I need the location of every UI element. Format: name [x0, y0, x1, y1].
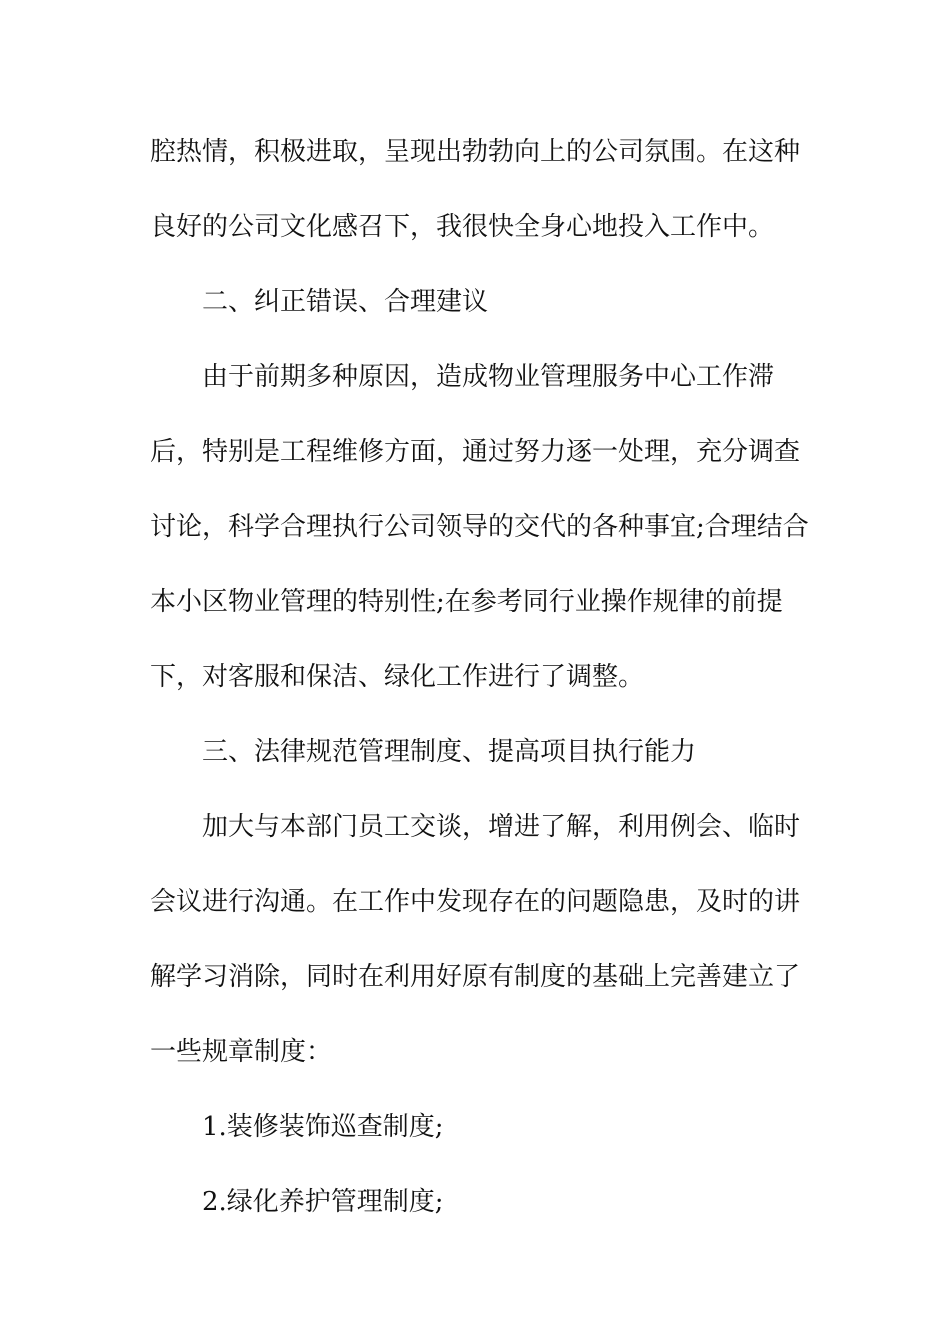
body-text-line: 讨论，科学合理执行公司领导的交代的各种事宜;合理结合	[150, 512, 809, 542]
body-text-line: 加大与本部门员工交谈，增进了解，利用例会、临时	[202, 812, 801, 842]
section-heading: 二、纠正错误、合理建议	[202, 287, 489, 317]
body-text-line: 腔热情，积极进取，呈现出勃勃向上的公司氛围。在这种	[150, 137, 801, 167]
section-heading: 三、法律规范管理制度、提高项目执行能力	[202, 737, 697, 767]
list-item: 2.绿化养护管理制度;	[202, 1187, 444, 1217]
list-item: 1.装修装饰巡查制度;	[202, 1112, 444, 1142]
body-text-line: 后，特别是工程维修方面，通过努力逐一处理，充分调查	[150, 437, 801, 467]
body-text-line: 下，对客服和保洁、绿化工作进行了调整。	[150, 662, 645, 692]
body-text-line: 会议进行沟通。在工作中发现存在的问题隐患，及时的讲	[150, 887, 801, 917]
body-text-line: 一些规章制度：	[150, 1037, 333, 1067]
body-text-line: 良好的公司文化感召下，我很快全身心地投入工作中。	[150, 212, 775, 242]
body-text-line: 解学习消除，同时在利用好原有制度的基础上完善建立了	[150, 962, 801, 992]
body-text-line: 本小区物业管理的特别性;在参考同行业操作规律的前提	[150, 587, 783, 617]
body-text-line: 由于前期多种原因，造成物业管理服务中心工作滞	[202, 362, 775, 392]
